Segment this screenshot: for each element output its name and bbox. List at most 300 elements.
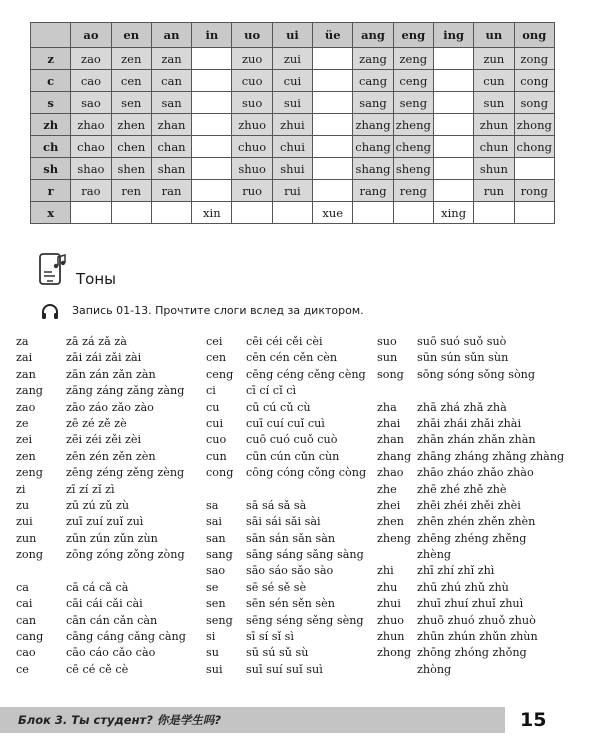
table-cell: run [474,180,514,202]
table-cell: ren [111,180,151,202]
syllable-tones: sān sán sǎn sàn [246,531,336,545]
table-cell: shui [272,158,312,180]
syllable-tones: zuī zuí zuǐ zuì [66,515,144,529]
syllable-tones: cuī cuí cuǐ cuì [246,416,325,430]
table-cell: zhan [151,114,191,136]
syllable-row [377,367,564,383]
table-cell [433,136,473,158]
syllable-tones: cā cá cǎ cà [66,580,129,594]
syllable-base: cei [206,335,223,348]
table-cell: zang [353,48,393,70]
table-cell: sang [353,92,393,114]
syllable-row [377,482,564,498]
syllable-row [16,547,186,563]
syllable-row [206,449,366,465]
syllable-base: cui [206,416,224,430]
footer-unit-title: Блок 3. Ты студент? 你是学生吗? [18,713,222,727]
syllable-base: ceng [206,367,234,381]
table-cell [192,70,232,92]
syllable-row [206,334,366,350]
page-number: 15 [520,709,547,731]
table-cell: zhang [353,114,393,136]
table-cell: shan [151,158,191,180]
syllable-tones: cēng céng cěng cèng [246,367,366,381]
table-cell: chuo [232,136,272,158]
syllable-row [206,645,366,661]
syllable-base: zu [16,498,30,512]
syllable-base: zheng [377,531,412,545]
table-cell: chun [474,136,514,158]
table-cell: xue [313,202,353,224]
syllable-tones: zhāi zhái zhǎi zhài [417,416,522,430]
syllable-tones: sē sé sě sè [246,580,307,594]
syllable-table [30,22,555,224]
syllable-row [377,629,564,645]
table-cell: shen [111,158,151,180]
syllable-base [377,662,417,678]
table-cell [433,180,473,202]
syllable-base: zha [377,400,397,414]
syllable-base: seng [206,613,233,627]
syllable-row [377,383,564,399]
syllable-base: sen [206,597,226,611]
table-row [31,70,555,92]
syllable-row [206,547,366,563]
table-cell: rao [71,180,111,202]
table-cell [433,70,473,92]
table-header-cell: an [151,23,191,48]
table-header-cell: ing [433,23,473,48]
syllable-base [377,547,417,563]
syllable-base: zhei [377,498,401,512]
table-cell [353,202,393,224]
syllable-base: zhe [377,482,397,496]
syllable-tones: zūn zún zǔn zùn [66,531,158,545]
table-cell: sheng [393,158,433,180]
syllable-row [377,563,564,579]
syllable-tones: zhèng [417,548,452,562]
syllable-tones: zhī zhí zhǐ zhì [417,564,495,578]
table-cell [433,92,473,114]
table-cell: rong [514,180,554,202]
table-row [31,202,555,224]
syllable-base: sa [206,498,219,512]
syllable-row [16,645,186,661]
syllable-row [377,465,564,481]
table-cell: zao [71,48,111,70]
syllable-tones: zū zú zǔ zù [66,498,130,512]
syllable-base: za [16,335,29,348]
syllable-base: zhai [377,416,401,430]
syllable-base [206,482,246,498]
table-cell [313,114,353,136]
table-header-cell: ang [353,23,393,48]
syllable-row [16,400,186,416]
syllable-row [16,482,186,498]
syllable-base: zhen [377,515,404,529]
syllable-row [377,662,564,678]
syllable-row [16,531,186,547]
table-cell [192,180,232,202]
table-row [31,48,555,70]
table-cell [313,92,353,114]
syllable-tones: zāng záng zǎng zàng [66,384,185,398]
syllable-base: zhuo [377,613,405,627]
table-cell: ran [151,180,191,202]
syllable-row [206,367,366,383]
syllable-row [206,613,366,629]
syllable-row [16,367,186,383]
syllable-tones: cēn cén cěn cèn [246,351,338,365]
table-cell: cong [514,70,554,92]
table-cell: cui [272,70,312,92]
table-cell: cang [353,70,393,92]
table-cell: zui [272,48,312,70]
syllable-row [377,350,564,366]
syllable-tones: cūn cún cǔn cùn [246,449,340,463]
syllable-base: cu [206,400,220,414]
syllable-row [377,449,564,465]
table-cell [192,114,232,136]
syllable-tones: zēng zéng zěng zèng [66,466,185,480]
syllable-row [206,383,366,399]
syllable-row [377,613,564,629]
syllable-tones: zhōng zhóng zhǒng [417,646,527,660]
syllable-tones: zhū zhú zhǔ zhù [417,580,509,594]
syllable-base: su [206,646,219,660]
syllable-row [16,334,186,350]
table-cell: cheng [393,136,433,158]
syllable-base: cang [16,630,44,644]
table-cell [313,180,353,202]
syllable-row [16,580,186,596]
syllable-tones: cōng cóng cǒng còng [246,466,367,480]
syllable-tones: zhòng [417,662,452,676]
table-cell: zeng [393,48,433,70]
table-cell: zun [474,48,514,70]
table-cell: reng [393,180,433,202]
syllable-base: ci [206,384,216,398]
syllable-tones: zhā zhá zhǎ zhà [417,400,507,414]
table-row-initial: x [31,202,71,224]
syllable-base: zhang [377,449,412,463]
table-cell: xing [433,202,473,224]
table-cell [474,202,514,224]
syllable-row [377,514,564,530]
syllable-row [206,416,366,432]
syllable-tones: zhūn zhún zhǔn zhùn [417,630,538,644]
syllable-row [377,645,564,661]
syllable-tones: cī cí cǐ cì [246,384,297,398]
table-cell [393,202,433,224]
table-cell: chan [151,136,191,158]
syllable-row [16,416,186,432]
table-row-initial: r [31,180,71,202]
syllable-row [377,498,564,514]
syllable-row [377,400,564,416]
syllable-base [377,383,417,399]
syllable-tones: zān zán zǎn zàn [66,367,156,381]
syllable-base: cen [206,351,227,365]
syllable-row [377,334,564,350]
syllable-tones: zhēi zhéi zhěi zhèi [417,498,521,512]
syllable-base: si [206,630,216,644]
table-cell [514,158,554,180]
syllable-row [206,662,366,678]
table-cell: zhuo [232,114,272,136]
syllable-row [16,383,186,399]
syllable-tones: sā sá sǎ sà [246,498,307,512]
table-cell: shao [71,158,111,180]
table-cell: chong [514,136,554,158]
table-cell: zhui [272,114,312,136]
syllable-tones: zī zí zǐ zì [66,482,115,496]
table-cell [433,158,473,180]
syllable-base: can [16,613,37,627]
syllable-row [206,514,366,530]
syllable-tones: cū cú cǔ cù [246,400,311,414]
table-cell: chang [353,136,393,158]
syllable-tones: zhuō zhuó zhuǒ zhuò [417,613,536,627]
syllable-base: song [377,367,404,381]
syllable-tones: zhuī zhuí zhuǐ zhuì [417,597,524,611]
syllable-tones: sāo sáo sǎo sào [246,564,334,578]
syllable-row [377,432,564,448]
table-row-initial: z [31,48,71,70]
syllable-row [16,613,186,629]
syllable-tones: cuō cuó cuǒ cuò [246,433,338,447]
syllable-tones: zhāo zháo zhǎo zhào [417,466,534,480]
syllable-base: cuo [206,433,227,447]
table-cell: chen [111,136,151,158]
syllable-base: zan [16,367,36,381]
table-cell: chui [272,136,312,158]
table-cell: zhao [71,114,111,136]
table-cell [151,202,191,224]
syllable-base: cong [206,466,234,480]
syllable-row [16,514,186,530]
audio-instruction: Запись 01-13. Прочтите слоги вслед за диктором. [72,304,364,317]
table-cell: xin [192,202,232,224]
syllable-row [206,482,366,498]
syllable-base: cao [16,646,36,660]
table-cell: ruo [232,180,272,202]
table-cell [111,202,151,224]
syllable-tones: sūn sún sǔn sùn [417,351,509,365]
table-cell: rang [353,180,393,202]
table-cell: shuo [232,158,272,180]
syllable-row [377,580,564,596]
syllable-tones: sāng sáng sǎng sàng [246,548,364,562]
syllable-base: zhun [377,630,405,644]
syllable-tones: sēn sén sěn sèn [246,597,335,611]
syllable-row [377,416,564,432]
syllable-row [16,563,186,579]
syllable-row [16,465,186,481]
syllable-row [206,629,366,645]
syllable-base: zhao [377,466,404,480]
table-cell [313,136,353,158]
syllable-base: ze [16,416,29,430]
table-cell: zhun [474,114,514,136]
syllable-base: zong [16,548,43,562]
table-cell [192,92,232,114]
table-cell: sun [474,92,514,114]
table-cell: can [151,70,191,92]
syllable-base: zen [16,449,36,463]
table-cell: zuo [232,48,272,70]
syllable-tones: sēng séng sěng sèng [246,613,364,627]
syllable-base: zhu [377,580,398,594]
headphones-icon [41,304,59,320]
table-cell [71,202,111,224]
syllable-tones: zōng zóng zǒng zòng [66,548,185,562]
syllable-base: zui [16,515,33,529]
table-cell [192,48,232,70]
syllable-base: zhong [377,646,412,660]
table-header-row [31,23,555,48]
table-cell: sui [272,92,312,114]
syllable-column-3 [377,334,564,678]
section-title: Тоны [76,270,116,288]
syllable-base: cun [206,449,227,463]
syllable-base: ca [16,580,29,594]
syllable-tones: cāo cáo cǎo cào [66,646,156,660]
syllable-row [377,596,564,612]
table-cell [313,70,353,92]
syllable-base: se [206,580,219,594]
syllable-base: sui [206,662,223,676]
syllable-base: sao [206,564,226,578]
syllable-tones: cē cé cě cè [66,662,129,676]
syllable-row [206,350,366,366]
table-cell: chao [71,136,111,158]
table-cell: suo [232,92,272,114]
syllable-row [16,350,186,366]
table-header-cell: üe [313,23,353,48]
syllable-tones: suō suó suǒ suò [417,335,507,348]
table-header-cell: uo [232,23,272,48]
syllable-column-2 [206,334,366,678]
syllable-tones: zhēn zhén zhěn zhèn [417,515,536,529]
table-cell [433,48,473,70]
syllable-tones: zhān zhán zhǎn zhàn [417,433,536,447]
table-row [31,158,555,180]
syllable-row [206,563,366,579]
syllable-tones: cān cán cǎn càn [66,613,158,627]
syllable-row [206,498,366,514]
syllable-tones: zāo záo zǎo zào [66,400,154,414]
syllable-base [16,563,66,579]
table-header-cell: ui [272,23,312,48]
table-cell: song [514,92,554,114]
syllable-base: san [206,531,226,545]
table-cell: zhong [514,114,554,136]
table-cell: zan [151,48,191,70]
table-cell: zen [111,48,151,70]
audio-book-icon [38,252,68,286]
syllable-row [16,498,186,514]
table-cell [313,48,353,70]
table-cell [313,158,353,180]
syllable-base: zhan [377,433,404,447]
page-footer [0,707,600,733]
syllable-tones: zhē zhé zhě zhè [417,482,507,496]
table-header-cell: in [192,23,232,48]
syllable-row [206,531,366,547]
syllable-tones: zēn zén zěn zèn [66,449,156,463]
table-header-cell: en [111,23,151,48]
table-cell: sao [71,92,111,114]
table-row-initial: c [31,70,71,92]
syllable-base: zei [16,433,33,447]
table-cell: shang [353,158,393,180]
table-row-initial: sh [31,158,71,180]
table-row [31,136,555,158]
table-cell: zhen [111,114,151,136]
table-row-initial: ch [31,136,71,158]
syllable-base: zang [16,384,43,398]
table-cell [272,202,312,224]
table-cell: cuo [232,70,272,92]
syllable-base: sai [206,515,222,529]
syllable-tones: zē zé zě zè [66,416,127,430]
syllable-tones: sī sí sǐ sì [246,630,294,644]
syllable-tones: zēi zéi zěi zèi [66,433,142,447]
syllable-column-1 [16,334,186,678]
syllable-row [16,449,186,465]
table-cell: rui [272,180,312,202]
table-cell: cun [474,70,514,92]
syllable-row [16,596,186,612]
table-cell [433,114,473,136]
syllable-tones: sōng sóng sǒng sòng [417,367,536,381]
table-cell: zong [514,48,554,70]
table-cell: ceng [393,70,433,92]
table-header-cell: un [474,23,514,48]
table-row-initial: zh [31,114,71,136]
table-body [31,48,555,224]
syllable-row [206,580,366,596]
table-header [31,23,555,48]
syllable-base: zi [16,482,26,496]
table-corner-cell [31,23,71,48]
table-cell [232,202,272,224]
syllable-row [206,596,366,612]
footer-band [0,707,505,733]
table-cell [192,158,232,180]
syllable-tones: cāng cáng cǎng càng [66,630,186,644]
table-cell: shun [474,158,514,180]
syllable-base: zhi [377,564,394,578]
table-row [31,92,555,114]
syllable-base: zai [16,351,33,365]
syllable-tones: zā zá zǎ zà [66,335,127,348]
syllable-row [206,432,366,448]
syllable-base: sang [206,548,233,562]
syllable-base: zhui [377,597,401,611]
syllable-tones: zhēng zhéng zhěng [417,531,527,545]
table-row [31,114,555,136]
table-cell [192,136,232,158]
syllable-tones: cāi cái cǎi cài [66,597,143,611]
syllable-base: zun [16,531,37,545]
syllable-base: zeng [16,466,43,480]
table-header-cell: ao [71,23,111,48]
syllable-tones: cēi céi cěi cèi [246,335,323,348]
syllable-row [206,400,366,416]
syllable-base: cai [16,597,33,611]
